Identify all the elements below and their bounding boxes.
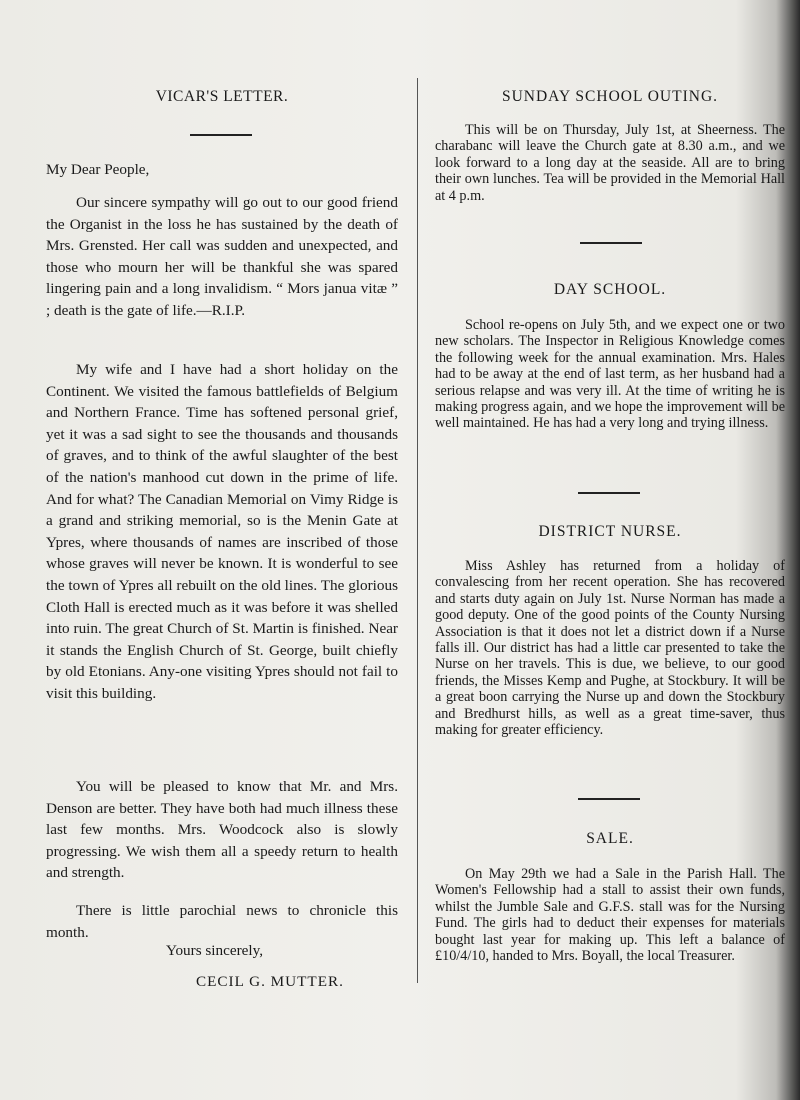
day-school-heading: DAY SCHOOL. xyxy=(553,281,667,298)
letter-paragraph-2: My wife and I have had a short holiday on the Continent. We visited the famous battlefields of Belgium and Northern France. Time has softened personal grief, yet it was a sad sight to see the thousands and thousands of graves, and to think of the awful slaughter of the best of the nation's manhood cut down in the prime of life. And for what? The Canadian Memorial on Vimy Ridge is a grand and striking memorial, so is the Menin Gate at Ypres, where thousands of names are inscribed of those whose graves will never be known. It is wonderful to see the town of Ypres all rebuilt on the old lines. The glorious Cloth Hall is erected much as it was before it was shelled into ruin. The great Church of St. Martin is finished. Near it stands the English Church of St. George, built chiefly by old Etonians. Any-one visiting Ypres should not fail to visit this building. xyxy=(46,361,398,702)
section-separator xyxy=(580,242,642,244)
sunday-school-text: This will be on Thursday, July 1st, at Sheerness. The charabanc will leave the Church gate at 8.30 a.m., and we look forward to a long day at the seaside. All are to bring their own lunches. Tea will be provided in the Memorial Hall at 4 p.m. xyxy=(435,122,785,204)
letter-paragraph-1: Our sincere sympathy will go out to our good friend the Organist in the loss he has sustained by the death of Mrs. Grensted. Her call was sudden and unexpected, and those who mourn her will be thankful she was spared lingering pain and a long invalidism. “ Mors janua vitæ ” ; death is the gate of life.—R.I.P. xyxy=(46,194,398,319)
section-separator xyxy=(190,134,252,136)
sale-heading: SALE. xyxy=(586,830,634,847)
column-divider xyxy=(417,78,418,983)
vicars-letter-heading: VICAR'S LETTER. xyxy=(155,88,289,105)
letter-paragraph-4: There is little parochial news to chronicle this month. xyxy=(46,902,398,941)
letter-paragraph-3: You will be pleased to know that Mr. and Mrs. Denson are better. They have both had much illness these last few months. Mrs. Woodcock also is slowly progressing. We wish them all a speedy return to health and strength. xyxy=(46,778,398,882)
section-separator xyxy=(578,492,640,494)
district-nurse-heading: DISTRICT NURSE. xyxy=(538,523,682,540)
salutation: My Dear People, xyxy=(46,161,150,178)
section-separator xyxy=(578,798,640,800)
closing: Yours sincerely, xyxy=(166,942,264,959)
district-nurse-text: Miss Ashley has returned from a holiday of convalescing from her recent operation. She has recovered and starts duty again on July 1st. Nurse Norman has made a good deputy. One of the good points of the County Nursing Association is that it does not let a district down if a Nurse falls ill. Our district has had a little car presented to take the Nurse on her travels. This is due, we believe, to our good friends, the Misses Kemp and Pughe, at Stockbury. It will be a great boon carrying the Nurse up and down the Stockbury and Bredhurst hills, as well as a great time-saver, thus making for greater efficiency. xyxy=(435,558,785,739)
signature: CECIL G. MUTTER. xyxy=(196,973,344,990)
sunday-school-heading: SUNDAY SCHOOL OUTING. xyxy=(501,88,719,105)
day-school-text: School re-opens on July 5th, and we expect one or two new scholars. The Inspector in Religious Knowledge comes the following week for the annual examination. Mrs. Hales had to be away at the end of last term, as her husband had a serious relapse and was very ill. At the time of writing he is making progress again, and we hope the improvement will be well maintained. He has had a very long and trying illness. xyxy=(435,317,785,432)
sale-text: On May 29th we had a Sale in the Parish Hall. The Women's Fellowship had a stall to assist their own funds, whilst the Jumble Sale and G.F.S. stall was for the Nursing Fund. The girls had to deduct their expenses for materials bought last year for making up. This left a balance of £10/4/10, handed to Mrs. Boyall, the local Treasurer. xyxy=(435,866,785,965)
